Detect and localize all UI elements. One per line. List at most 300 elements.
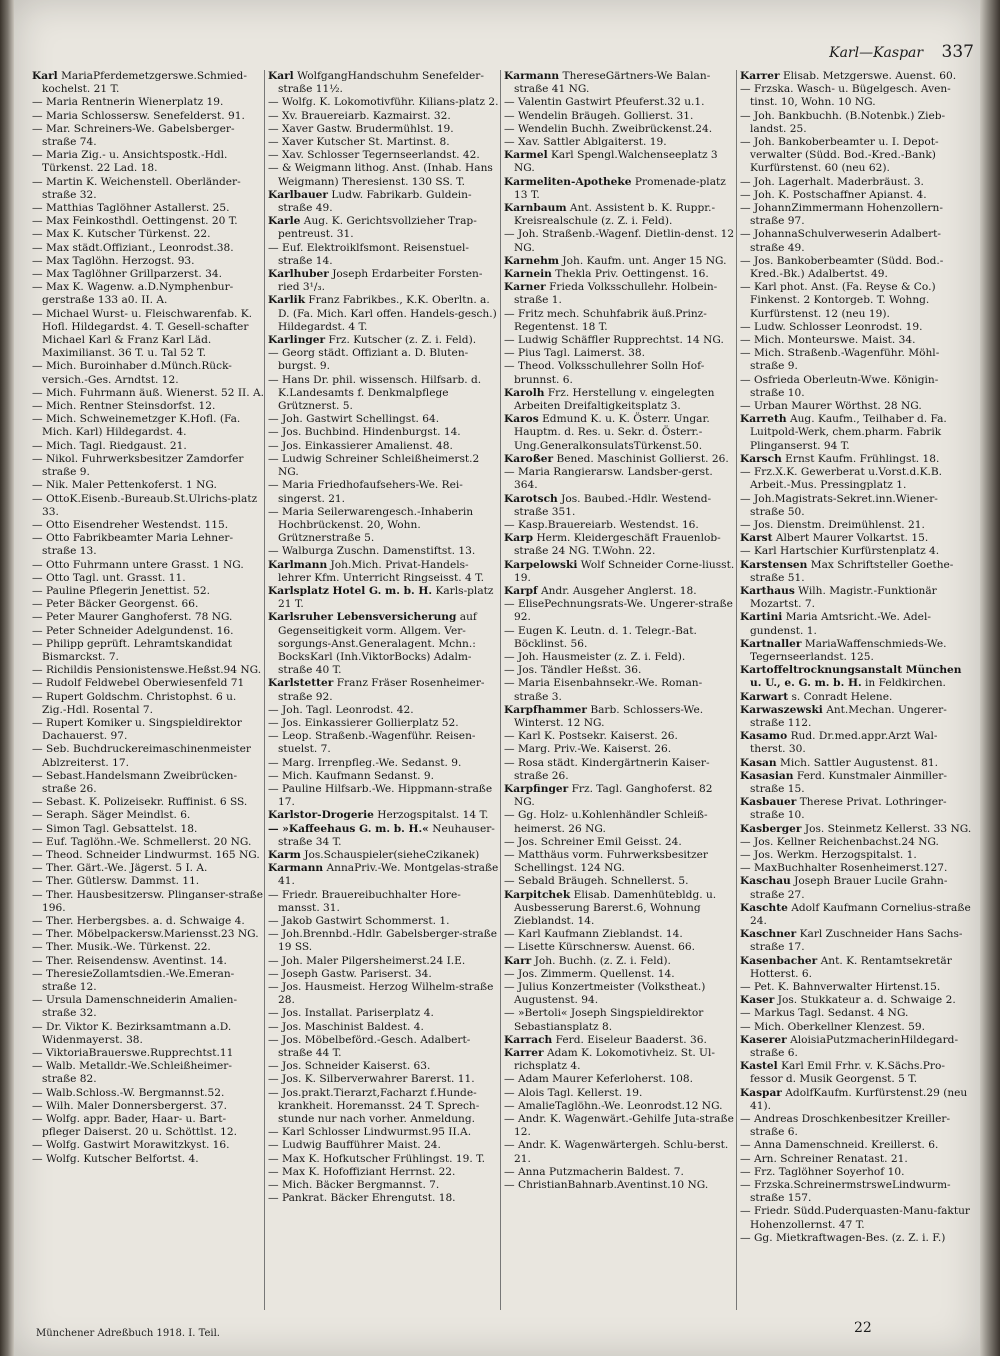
directory-entry: [740, 1087, 972, 1113]
entry-text: Karl Zuschneider Hans Sachs-straße 17.: [750, 928, 963, 954]
directory-entry: [32, 809, 264, 822]
directory-entry: [504, 730, 736, 743]
entry-text: — Wolfg. K. Lokomotivführ. Kilians-platz 2.: [268, 96, 499, 109]
directory-entry: [504, 875, 736, 888]
entry-text: — Mich. Straßenb.-Wagenführ. Möhl-straße 9.: [740, 347, 940, 373]
entry-text: — Walburga Zuschn. Damenstiftst. 13.: [268, 545, 476, 558]
entry-text: — Pauline Hilfsarb.-We. Hippmann-straße 17.: [268, 782, 493, 809]
entry-surname: Karpfhammer: [504, 703, 587, 716]
directory-entry: [504, 281, 736, 307]
entry-text: — Euf. Elektroiklfsmont. Reisenstuel-straße 14.: [268, 241, 470, 267]
directory-entry: [740, 70, 972, 83]
directory-entry: [268, 677, 500, 703]
entry-text: — Markus Tagl. Sedanst. 4 NG.: [740, 1007, 909, 1020]
directory-entry: [32, 123, 264, 149]
entry-text: Adam K. Lokomotivheiz. St. Ul-richsplatz 4.: [514, 1047, 715, 1073]
entry-surname: Karlsplatz Hotel G. m. b. H.: [268, 584, 433, 597]
entry-text: — Seraph. Säger Meindlst. 6.: [32, 809, 191, 822]
entry-text: — Joh. Maler Pilgersheimerst.24 I.E.: [268, 954, 466, 967]
entry-text: Herm. Kleidergeschäft Frauenlob-straße 24 NG. T.Wohn. 22.: [514, 532, 721, 558]
directory-entry: [504, 585, 736, 598]
directory-entry: [268, 585, 500, 611]
column-rule: [500, 70, 501, 1310]
entry-surname: Kaschte: [740, 901, 788, 914]
entry-text: — Wolfg. Kutscher Belfortst. 4.: [32, 1152, 199, 1165]
entry-text: — OttoK.Eisenb.-Bureaub.St.Ulrichs-platz 33.: [32, 492, 258, 518]
directory-entry: [32, 400, 264, 413]
entry-text: — Ther. Herbergsbes. a. d. Schwaige 4.: [32, 915, 245, 927]
entry-text: — Jos. Maschinist Baldest. 4.: [268, 1020, 424, 1033]
directory-entry: [740, 347, 972, 373]
directory-entry: [268, 757, 500, 770]
directory-entry: [32, 1021, 264, 1047]
entry-text: Ant. K. Rentamtsekretär Hotterst. 6.: [750, 954, 952, 980]
entry-surname: Karp: [504, 532, 534, 545]
directory-entry: [740, 110, 972, 136]
entry-text: Mich. Sattler Augustenst. 81.: [779, 756, 939, 769]
entry-text: Jos.Schauspieler(sieheCzikanek): [304, 848, 480, 861]
entry-text: — Max K. Hofoffiziant Herrnst. 22.: [268, 1165, 456, 1178]
directory-entry: [740, 466, 972, 492]
column-rule: [264, 70, 265, 1310]
directory-entry: [268, 809, 500, 822]
directory-entry: [740, 1113, 972, 1139]
entry-text: Ant. Assistent b. K. Ruppr.-Kreisrealschule (z. Z. i. Feld).: [514, 202, 716, 228]
entry-text: — AmalieTaglöhn.-We. Leonrodst.12 NG.: [504, 1099, 723, 1112]
entry-text: — Marg. Priv.-We. Kaiserst. 26.: [504, 743, 672, 756]
entry-text: — Joh. Gastwirt Schellingst. 64.: [268, 413, 440, 426]
entry-text: Ferd. Eiseleur Baaderst. 36.: [555, 1033, 707, 1046]
entry-text: — Anna Damenschneid. Kreillerst. 6.: [740, 1139, 939, 1152]
entry-surname: Karlmann: [268, 558, 328, 571]
entry-text: — Ludwig Schreiner Schleißheimerst.2 NG.: [268, 452, 480, 479]
entry-text: — Pius Tagl. Laimerst. 38.: [504, 347, 645, 360]
entry-text: — Max K. Wagenw. a.D.Nymphenbur-gerstraße 133 a0. II. A.: [32, 281, 234, 307]
entry-surname: Karl: [268, 70, 294, 82]
directory-entry: [32, 1153, 264, 1166]
entry-surname: Karpf: [504, 584, 538, 597]
directory-entry: [32, 572, 264, 585]
directory-entry: [32, 743, 264, 769]
entry-text: — Max K. Hofkutscher Frühlingst. 19. T.: [268, 1152, 486, 1165]
entry-surname: Karm: [268, 848, 301, 861]
entry-text: — Leop. Straßenb.-Wagenführ. Reisen-stuelst. 7.: [268, 730, 476, 756]
directory-entry: [268, 1166, 500, 1179]
entry-text: in Feldkirchen.: [865, 677, 946, 690]
directory-entry: [740, 453, 972, 466]
entry-text: — Osfrieda Oberleutn-Wwe. Königin-straße 10.: [740, 373, 939, 399]
entry-text: — Joh. Bankbuchh. (B.Notenbk.) Zieb-landst. 25.: [740, 109, 946, 135]
entry-text: — Joh. Bankoberbeamter u. I. Depot-verwalter (Südd. Bod.-Kred.-Bank) Kurfürstenst. 60 (neu 62).: [740, 136, 939, 175]
directory-entry: [32, 955, 264, 968]
directory-entry: [740, 770, 972, 796]
entry-text: — Theod. Volksschullehrer Solln Hof-brunnst. 6.: [504, 360, 705, 386]
directory-entry: [504, 110, 736, 123]
entry-surname: Karner: [504, 281, 546, 294]
entry-text: — Jakob Gastwirt Schommerst. 1.: [268, 915, 450, 927]
directory-entry: [504, 519, 736, 532]
directory-entry: [32, 493, 264, 519]
directory-entry: [32, 202, 264, 215]
directory-entry: [504, 757, 736, 783]
directory-entry: [268, 783, 500, 809]
directory-entry: [740, 559, 972, 585]
directory-entry: [740, 1021, 972, 1034]
directory-entry: [268, 110, 500, 123]
directory-entry: [32, 228, 264, 241]
entry-surname: Kaspar: [740, 1086, 782, 1099]
entry-text: — Andreas Droschkenbesitzer Kreiller-straße 6.: [740, 1113, 951, 1139]
entry-surname: Karoßer: [504, 452, 554, 465]
directory-entry: [740, 1166, 972, 1179]
directory-entry: [32, 677, 264, 690]
entry-text: — Maria Zig.- u. Ansichtspostk.-Hdl. Türkenst. 22 Lad. 18.: [32, 149, 228, 175]
directory-entry: [504, 889, 736, 929]
directory-entry: [740, 493, 972, 519]
directory-entry: [268, 294, 500, 334]
directory-entry: [504, 625, 736, 651]
directory-entry: [740, 136, 972, 176]
entry-text: — Mich. Buroinhaber d.Münch.Rück-versich.-Ges. Arndtst. 12.: [32, 360, 232, 386]
entry-text: — MaxBuchhalter Rosenheimerst.127.: [740, 862, 948, 875]
directory-entry: [268, 136, 500, 149]
entry-text: WolfgangHandschuhm Senefelder-straße 11½.: [278, 70, 484, 96]
directory-entry: [740, 1205, 972, 1231]
entry-text: — Karl Schlosser Lindwurmst.95 II.A.: [268, 1126, 472, 1139]
directory-entry: [504, 466, 736, 492]
directory-entry: [32, 889, 264, 915]
directory-entry: [740, 1060, 972, 1086]
directory-entry: [268, 611, 500, 677]
entry-text: — Karl Kaufmann Zieblandst. 14.: [504, 928, 683, 941]
directory-entry: [32, 585, 264, 598]
entry-text: — Max K. Kutscher Türkenst. 22.: [32, 228, 211, 241]
entry-text: — Pet. K. Bahnverwalter Hirtenst.15.: [740, 981, 941, 994]
entry-text: — Mich. Tagl. Riedgaust. 21.: [32, 439, 187, 452]
entry-text: Ludw. Fabrikarb. Guldein-straße 49.: [278, 188, 472, 215]
entry-text: — Karl phot. Anst. (Fa. Reyse & Co.) Finkenst. 2 Kontorgeb. T. Wohng. Kurfürstenst. 12 (neu 19).: [740, 281, 936, 320]
directory-entry: [740, 638, 972, 664]
directory-entry: [504, 176, 736, 202]
directory-entry: [268, 374, 500, 414]
entry-text: — Gg. Mietkraftwagen-Bes. (z. Z. i. F.): [740, 1231, 946, 1244]
entry-text: Barb. Schlossers-We. Winterst. 12 NG.: [514, 703, 704, 729]
directory-entry: [504, 1087, 736, 1100]
column-rule: [736, 70, 737, 1310]
entry-text: — Ludwig Schäffler Rupprechtst. 14 NG.: [504, 334, 724, 347]
entry-text: Aug. K. Gerichtsvollzieher Trap-pentreust. 31.: [278, 215, 477, 241]
directory-entry: [268, 915, 500, 928]
directory-entry: [740, 413, 972, 453]
entry-text: Adolf Kaufmann Cornelius-straße 24.: [750, 901, 971, 927]
directory-entry: [32, 110, 264, 123]
entry-text: — Joh.Magistrats-Sekret.inn.Wiener-straße 50.: [740, 492, 938, 518]
entry-text: AdolfKaufm. Kurfürstenst.29 (neu 41).: [750, 1086, 968, 1112]
entry-text: — Jos. Installat. Pariserplatz 4.: [268, 1007, 434, 1020]
directory-entry: [32, 941, 264, 954]
directory-entry: [32, 1100, 264, 1113]
directory-entry: [504, 123, 736, 136]
entry-text: — Philipp geprüft. Lehramtskandidat Bismarckst. 7.: [32, 637, 232, 663]
directory-entry: [504, 704, 736, 730]
directory-entry: [740, 545, 972, 558]
entry-surname: Karreth: [740, 413, 787, 426]
directory-entry: [504, 651, 736, 664]
directory-entry: [32, 308, 264, 361]
entry-text: — Karl K. Postsekr. Kaiserst. 26.: [504, 730, 678, 743]
directory-entry: [32, 1087, 264, 1100]
directory-entry: [268, 545, 500, 558]
entry-text: — Wilh. Maler Donnersbergerst. 37.: [32, 1099, 228, 1112]
directory-entry: [504, 677, 736, 703]
directory-entry: [740, 585, 972, 611]
directory-entry: [268, 1034, 500, 1060]
entry-text: — Ther. Hausbesitzersw. Plinganser-straße 196.: [32, 888, 264, 914]
directory-entry: [268, 559, 500, 585]
directory-column-4: [740, 70, 972, 1320]
entry-surname: Kartnaller: [740, 637, 802, 650]
directory-entry: [504, 598, 736, 624]
entry-text: — Otto Fuhrmann untere Grasst. 1 NG.: [32, 558, 244, 571]
entry-text: — Jos. Möbelbeförd.-Gesch. Adalbert-straße 44 T.: [268, 1033, 471, 1060]
directory-entry: [504, 836, 736, 849]
directory-entry: [740, 849, 972, 862]
entry-text: — Andr. K. Wagenwärt.-Gehilfe Juta-straße 12.: [504, 1113, 734, 1139]
entry-text: Ernst Kaufm. Frühlingst. 18.: [785, 452, 940, 465]
entry-text: — Max städt.Offiziant., Leonrodst.38.: [32, 241, 234, 254]
directory-entry: [32, 994, 264, 1020]
entry-text: — Wendelin Bräugeh. Gollierst. 31.: [504, 109, 694, 122]
directory-entry: [32, 664, 264, 677]
signature-mark: 22: [854, 1320, 872, 1336]
entry-text: Ferd. Kunstmaler Ainmiller-straße 15.: [750, 769, 947, 795]
directory-entry: [740, 704, 972, 730]
entry-surname: Karmeliten-Apotheke: [504, 175, 632, 188]
directory-entry: [504, 347, 736, 360]
directory-entry: [504, 1100, 736, 1113]
entry-text: auf Gegenseitigkeit vorm. Allgem. Ver-sorgungs-Anst.Generalagent. Mchn.: BocksKarl (Inh.ViktorBocks) Adalm-straße 40 T.: [278, 611, 477, 677]
entry-text: — Frzska.SchreinermstrsweLindwurm-straße 157.: [740, 1179, 951, 1205]
entry-text: — Matthäus vorm. Fuhrwerksbesitzer Schellingst. 124 NG.: [504, 848, 708, 875]
directory-entry: [32, 1139, 264, 1152]
entry-surname: Karlhuber: [268, 268, 329, 281]
entry-surname: Kartini: [740, 611, 783, 624]
entry-text: — Mich. Fuhrmann äuß. Wienerst. 52 II. A.: [32, 386, 264, 399]
entry-surname: Karle: [268, 215, 301, 228]
directory-entry: [32, 532, 264, 558]
directory-entry: [32, 823, 264, 836]
directory-entry: [740, 836, 972, 849]
entry-text: — Matthias Taglöhner Astallerst. 25.: [32, 202, 230, 215]
entry-surname: Karpitchek: [504, 888, 571, 901]
entry-text: — Julius Konzertmeister (Volkstheat.) Augustenst. 94.: [504, 981, 706, 1007]
entry-text: — Ludw. Schlosser Leonrodst. 19.: [740, 320, 923, 333]
entry-text: — Mich. Bäcker Bergmannst. 7.: [268, 1179, 440, 1192]
entry-text: Elisab. Metzgerswe. Auenst. 60.: [782, 70, 957, 82]
entry-text: Karls-platz 21 T.: [278, 584, 494, 611]
entry-text: — Maria Friedhofaufsehers-We. Rei-singerst. 21.: [268, 479, 463, 505]
directory-entry: [268, 453, 500, 479]
directory-entry: [504, 1073, 736, 1086]
entry-text: — & Weigmann lithog. Anst. (Inhab. Hans Weigmann) Theresienst. 130 SS. T.: [268, 162, 493, 188]
directory-entry: [740, 281, 972, 321]
entry-surname: Karlbauer: [268, 188, 328, 201]
entry-text: — Wendelin Buchh. Zweibrückenst.24.: [504, 122, 713, 135]
entry-surname: Kaschau: [740, 875, 791, 888]
entry-text: — Jos. Einkassierer Gollierplatz 52.: [268, 716, 459, 729]
directory-entry: [740, 994, 972, 1007]
entry-text: — Simon Tagl. Gebsattelst. 18.: [32, 822, 198, 835]
entry-surname: — »Kaffeehaus G. m. b. H.«: [268, 822, 429, 835]
entry-surname: Karthaus: [740, 584, 795, 597]
entry-text: — Mich. Rentner Steinsdorfst. 12.: [32, 400, 216, 413]
entry-text: — Jos. Werkm. Herzogspitalst. 1.: [740, 848, 917, 861]
directory-entry: [740, 1232, 972, 1245]
directory-entry: [32, 176, 264, 202]
entry-text: — Kasp.Brauereiarb. Westendst. 16.: [504, 518, 699, 531]
entry-text: — Urban Maurer Wörthst. 28 NG.: [740, 400, 922, 413]
directory-entry: [740, 83, 972, 109]
directory-entry: [504, 1007, 736, 1033]
entry-surname: Karsch: [740, 452, 782, 465]
entry-surname: Karmel: [504, 149, 548, 162]
directory-entry: [268, 1073, 500, 1086]
entry-text: Joseph Erdarbeiter Forsten-ried 3¹/₃.: [278, 268, 483, 294]
directory-entry: [32, 360, 264, 386]
entry-surname: Karlstetter: [268, 677, 334, 690]
entry-text: Frieda Volksschullehr. Holbein-straße 1.: [514, 281, 718, 307]
entry-text: — Friedr. Brauereibuchhalter Hore-mansst. 31.: [268, 888, 461, 914]
entry-text: — Arn. Schreiner Renatast. 21.: [740, 1152, 908, 1165]
entry-text: Promenade-platz 13 T.: [514, 175, 726, 201]
entry-text: Therese Privat. Lothringer-straße 10.: [750, 796, 947, 822]
entry-text: — Ther. Musik.-We. Türkenst. 22.: [32, 941, 211, 954]
directory-entry: [740, 730, 972, 756]
entry-text: — Xav. Sattler Ablgaiterst. 19.: [504, 136, 667, 149]
entry-text: Karl Spengl.Walchenseeplatz 3 NG.: [514, 149, 718, 175]
entry-text: — ElisePechnungsrats-We. Ungerer-straße 92.: [504, 598, 733, 624]
directory-entry: [740, 400, 972, 413]
directory-entry: [32, 281, 264, 307]
directory-entry: [32, 1113, 264, 1139]
entry-surname: Karmann: [504, 70, 560, 82]
entry-text: — Joh. Straßenb.-Wagenf. Dietlin-denst. 12 NG.: [504, 228, 735, 254]
entry-text: Joh. Buchh. (z. Z. i. Feld).: [534, 954, 671, 967]
entry-text: — Mich. Oberkellner Klenzest. 59.: [740, 1020, 925, 1033]
entry-text: AloisiaPutzmacherinHildegard-straße 6.: [750, 1033, 959, 1060]
entry-text: — Mich. Monteurswe. Maist. 34.: [740, 334, 916, 347]
entry-text: — Jos. Zimmerm. Quellenst. 14.: [504, 967, 675, 980]
entry-text: Joh.Mich. Privat-Handels-lehrer Kfm. Unterricht Ringseisst. 4 T.: [278, 558, 484, 584]
entry-text: Elisab. Damenhütebldg. u. Ausbesserung Barerst.6, Wohnung Zieblandst. 14.: [514, 888, 717, 927]
directory-entry: [740, 796, 972, 822]
entry-text: — Max Taglöhn. Herzogst. 93.: [32, 254, 195, 267]
entry-surname: Karnehm: [504, 254, 560, 267]
directory-entry: [740, 176, 972, 189]
entry-text: — Walb. Metalldr.-We.Schleißheimer-straße 82.: [32, 1060, 232, 1086]
entry-text: — Sebald Bräugeh. Schnellerst. 5.: [504, 875, 689, 888]
entry-text: — Jos. Tändler Heßst. 36.: [504, 664, 642, 677]
entry-text: — Maria Eisenbahnsekr.-We. Roman-straße 3.: [504, 677, 703, 703]
entry-text: — Valentin Gastwirt Pfeuferst.32 u.1.: [504, 96, 705, 109]
directory-entry: [268, 215, 500, 241]
directory-entry: [32, 440, 264, 453]
entry-text: — Peter Schneider Adelgundenst. 16.: [32, 624, 234, 637]
entry-text: — Mich. Kaufmann Sedanst. 9.: [268, 769, 435, 782]
directory-entry: [268, 479, 500, 505]
directory-entry: [504, 783, 736, 809]
entry-text: — Maria Schlossersw. Senefelderst. 91.: [32, 109, 245, 122]
directory-entry: [268, 704, 500, 717]
directory-entry: [268, 968, 500, 981]
directory-entry: [740, 334, 972, 347]
directory-entry: [740, 875, 972, 901]
directory-entry: [268, 162, 500, 188]
entry-text: — Anna Putzmacherin Baldest. 7.: [504, 1165, 684, 1178]
entry-text: — Martin K. Weichenstell. Oberländer-straße 32.: [32, 175, 241, 201]
page-binding-edge: [0, 0, 14, 1356]
entry-surname: Karolh: [504, 386, 545, 399]
directory-entry: [268, 849, 500, 862]
entry-surname: Karmann: [268, 862, 324, 875]
directory-entry: [32, 387, 264, 400]
entry-surname: Karotsch: [504, 492, 558, 505]
page-number: 337: [941, 42, 974, 62]
entry-text: — Jos.prakt.Tierarzt,Facharzt f.Hunde-krankheit. Horemansst. 24 T. Sprech-stunde nur nach vorher. Anmeldung.: [268, 1086, 480, 1126]
entry-text: Ant.Mechan. Ungerer-straße 112.: [750, 703, 947, 729]
entry-text: — Xaver Gastw. Brudermühlst. 19.: [268, 122, 454, 135]
directory-entry: [504, 1139, 736, 1165]
entry-text: — Karl Hartschier Kurfürstenplatz 4.: [740, 545, 940, 558]
entry-text: Edmund K. u. K. Österr. Ungar. Hauptm. d. Res. u. Sekr. d. Österr.-Ung.GeneralkonsulatsTürkenst.50.: [514, 413, 710, 452]
directory-entry: [268, 189, 500, 215]
entry-text: — Frz. Taglöhner Soyerhof 10.: [740, 1165, 905, 1178]
entry-text: — Frzska. Wasch- u. Bügelgesch. Aven-tinst. 10, Wohn. 10 NG.: [740, 83, 951, 109]
entry-text: Jos. Stukkateur a. d. Schwaige 2.: [777, 994, 956, 1007]
directory-entry: [504, 849, 736, 875]
entry-text: — Seb. Buchdruckereimaschinenmeister Ablzreiterst. 17.: [32, 743, 251, 769]
directory-entry: [504, 70, 736, 96]
directory-entry: [268, 1153, 500, 1166]
page-header: [774, 42, 974, 62]
directory-entry: [268, 1087, 500, 1127]
entry-surname: Karos: [504, 413, 539, 426]
entry-surname: Karrach: [504, 1033, 553, 1046]
entry-text: — Xaver Kutscher St. Martinst. 8.: [268, 136, 450, 149]
directory-entry: [740, 1153, 972, 1166]
entry-text: — Max Taglöhner Grillparzerst. 34.: [32, 268, 222, 281]
entry-text: — Joh. Lagerhalt. Maderbräust. 3.: [740, 175, 924, 188]
entry-text: MariaWaffenschmieds-We. Tegernseerlandst. 125.: [750, 637, 947, 663]
entry-text: — Ther. Gärt.-We. Jägerst. 5 I. A.: [32, 862, 208, 875]
entry-text: — Richildis Pensionistenswe.Heßst.94 NG.: [32, 664, 262, 677]
directory-column-1: [32, 70, 264, 1320]
directory-entry: [504, 1166, 736, 1179]
entry-text: — Pankrat. Bäcker Ehrengutst. 18.: [268, 1192, 456, 1205]
entry-text: — Fritz mech. Schuhfabrik äuß.Prinz-Regentenst. 18 T.: [504, 307, 707, 333]
directory-page: [14, 0, 980, 1356]
entry-text: — Wolfg. Gastwirt Morawitzkyst. 16.: [32, 1139, 230, 1152]
entry-text: Karl Emil Frhr. v. K.Sächs.Pro-fessor d. Musik Georgenst. 5 T.: [750, 1060, 945, 1086]
entry-surname: Kasan: [740, 756, 777, 769]
directory-entry: [32, 413, 264, 439]
entry-surname: Karlinger: [268, 334, 326, 347]
entry-text: — Jos. Schreiner Emil Geisst. 24.: [504, 835, 682, 848]
entry-text: — Joh.Brennbd.-Hdlr. Gabelsberger-straße 19 SS.: [268, 928, 497, 954]
entry-text: — Jos. Dienstm. Dreimühlenst. 21.: [740, 518, 925, 531]
directory-entry: [740, 321, 972, 334]
directory-entry: [740, 664, 972, 690]
